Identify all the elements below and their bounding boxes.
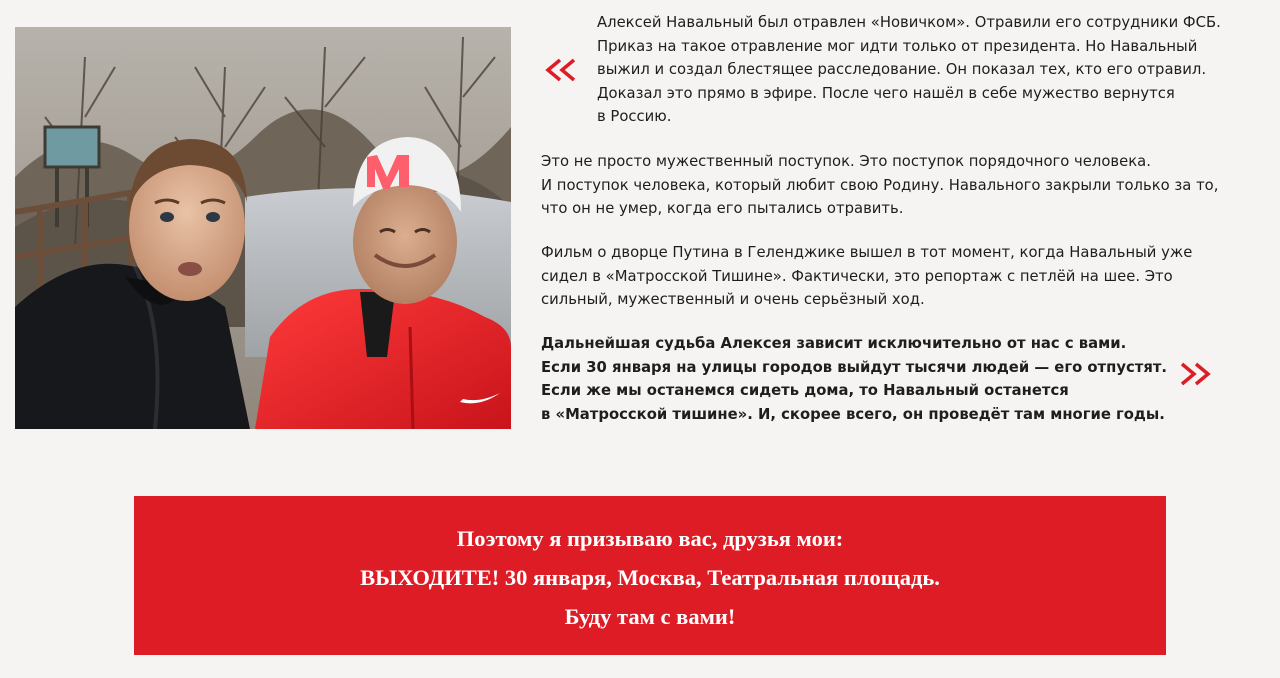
call-to-action-banner <box>134 496 1166 655</box>
text-line: Доказал это прямо в эфире. После чего нашёл в себе мужество вернутся <box>597 84 1175 102</box>
selfie-photo-illustration <box>15 27 511 429</box>
text-line: в «Матросской тишине». И, скорее всего, он проведёт там многие годы. <box>541 405 1165 423</box>
text-line: Алексей Навальный был отравлен «Новичком». Отравили его сотрудники ФСБ. <box>597 14 1221 31</box>
paragraph-courage <box>541 150 1218 221</box>
text-line: Приказ на такое отравление мог идти только от президента. Но Навальный <box>597 37 1198 55</box>
paragraph-poisoning <box>597 11 1221 129</box>
banner-line: Поэтому я призываю вас, друзья мои: <box>456 526 844 551</box>
text-line: выжил и создал блестящее расследование. Он показал тех, кто его отравил. <box>597 61 1207 79</box>
text-line: Если же мы останемся сидеть дома, то Навальный останется <box>541 382 1069 400</box>
text-line: Если 30 января на улицы городов выйдут тысячи людей — его отпустят. <box>541 358 1168 376</box>
text-line: сильный, мужественный и очень серьёзный ход. <box>541 291 925 309</box>
text-line: что он не умер, когда его пытались отравить. <box>541 200 904 218</box>
banner-line: ВЫХОДИТЕ! 30 января, Москва, Театральная площадь. <box>360 565 940 590</box>
text-line: в Россию. <box>597 108 672 126</box>
text-line: Это не просто мужественный поступок. Это поступок порядочного человека. <box>541 153 1151 170</box>
double-chevron-right-icon <box>1176 362 1212 386</box>
banner-line: Буду там с вами! <box>564 604 736 629</box>
text-line: И поступок человека, который любит свою Родину. Навального закрыли только за то, <box>541 176 1219 194</box>
text-line: сидел в «Матросской Тишине». Фактически, это репортаж с петлёй на шее. Это <box>541 267 1173 285</box>
selfie-photo <box>15 27 511 429</box>
double-chevron-left-icon <box>544 58 580 82</box>
paragraph-fate-bold <box>541 332 1167 426</box>
text-line: Дальнейшая судьба Алексея зависит исключительно от нас с вами. <box>541 335 1127 352</box>
paragraph-film <box>541 241 1192 312</box>
text-line: Фильм о дворце Путина в Геленджике вышел в тот момент, когда Навальный уже <box>541 244 1193 261</box>
